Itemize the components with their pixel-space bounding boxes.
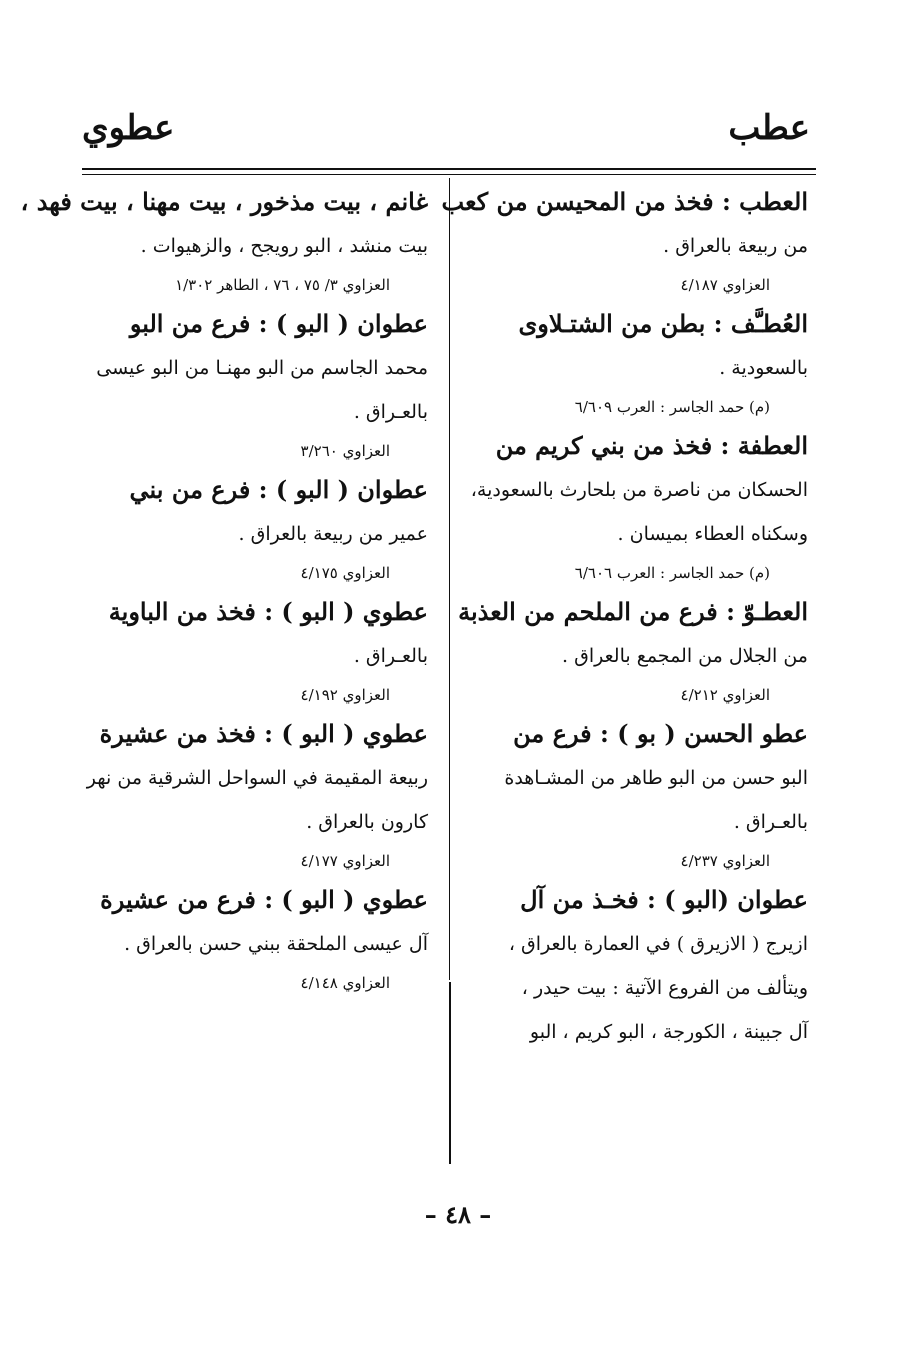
entry-headline: عطوان ( البو ) : فرع من بني [129,475,428,504]
entry [20,180,428,302]
entry [458,590,808,712]
entry-line: وسكناه العطاء بميسان . [617,523,808,545]
page-number: – ٤٨ – [424,1200,492,1229]
column-divider-upper [449,178,450,980]
entry-line: البو حسن من البو طاهر من المشـاهدة [504,767,808,789]
entry-line: عمير من ربيعة بالعراق . [238,523,428,545]
column-divider-lower [449,982,451,1164]
entry-line: من ربيعة بالعراق . [663,235,808,257]
entry-headline: العطفة : فخذ من بني كريم من [495,431,808,460]
entry-reference: العزاوي ٤/١٧٧ [300,852,390,870]
entry-headline: عطوان ( البو ) : فرع من البو [129,309,428,338]
entry [84,712,428,878]
entry-headline: العطـوّ : فرع من الملحم من العذبة [458,597,808,626]
left-column [20,180,428,1000]
entry-reference: العزاوي ٣/ ٧٥ ، ٧٦ ، الطاهر ١/٣٠٢ [175,276,390,294]
entry [441,180,808,302]
entry-line: بيت منشد ، البو رويجح ، والزهيوات . [140,235,428,257]
header-rule-top [82,168,816,170]
entry-line: ازيرج ( الازيرق ) في العمارة بالعراق ، [508,933,808,955]
entry-headline: العطب : فخذ من المحيسن من كعب [441,187,808,216]
entry-headline: عطو الحسن ( بو ) : فرع من [513,719,808,748]
entry-reference: العزاوي ٤/٢٣٧ [680,852,770,870]
entry-line: الحسكان من ناصرة من بلحارث بالسعودية، [470,479,808,501]
entry-line: آل عيسى الملحقة ببني حسن بالعراق . [124,933,428,955]
entry [84,590,428,712]
entry [468,424,808,590]
entry-reference: العزاوي ٤/١٤٨ [300,974,390,992]
entry [468,878,808,1054]
entry-reference: العزاوي ٤/٢١٢ [680,686,770,704]
entry-reference: (م) حمد الجاسر : العرب ٦/٦٠٩ [574,398,770,416]
entry-headline: عطوان (البو ) : فخـذ من آل [520,885,808,914]
entry-reference: العزاوي ٤/١٧٥ [300,564,390,582]
entry-line: بالعـراق . [353,401,428,423]
entry-line: ويتألف من الفروع الآتية : بيت حيدر ، [521,977,808,999]
entry [84,878,428,1000]
entry-headline: عطوي ( البو ) : فخذ من الباوية [108,597,428,626]
entry-reference: العزاوي ٣/٢٦٠ [300,442,390,460]
entry-reference: (م) حمد الجاسر : العرب ٦/٦٠٦ [574,564,770,582]
entry-line: آل جبينة ، الكورجة ، البو كريم ، البو [529,1021,808,1043]
entry-line: بالسعودية . [719,357,808,379]
header-rule-bottom [82,174,816,175]
entry-reference: العزاوي ٤/١٩٢ [300,686,390,704]
header-right-word: عطب [728,108,810,148]
entry [468,712,808,878]
entry-reference: العزاوي ٤/١٨٧ [680,276,770,294]
entry-line: من الجلال من المجمع بالعراق . [562,645,808,667]
right-column [441,180,808,1054]
entry-headline: غانم ، بيت مذخور ، بيت مهنا ، بيت فهد ، [20,187,428,216]
entry-headline: عطوي ( البو ) : فرع من عشيرة [100,885,428,914]
header-left-word: عطوي [82,108,175,148]
entry-line: بالعـراق . [733,811,808,833]
entry-line: ربيعة المقيمة في السواحل الشرقية من نهر [86,767,428,789]
entry-line: محمد الجاسم من البو مهنـا من البو عيسى [96,357,428,379]
entry-headline: عطوي ( البو ) : فخذ من عشيرة [99,719,428,748]
entry [84,468,428,590]
entry-line: بالعـراق . [353,645,428,667]
entry-headline: العُطـَّف : بطن من الشتـلاوى [518,309,808,338]
entry-line: كارون بالعراق . [306,811,428,833]
entry [468,302,808,424]
entry [84,302,428,468]
